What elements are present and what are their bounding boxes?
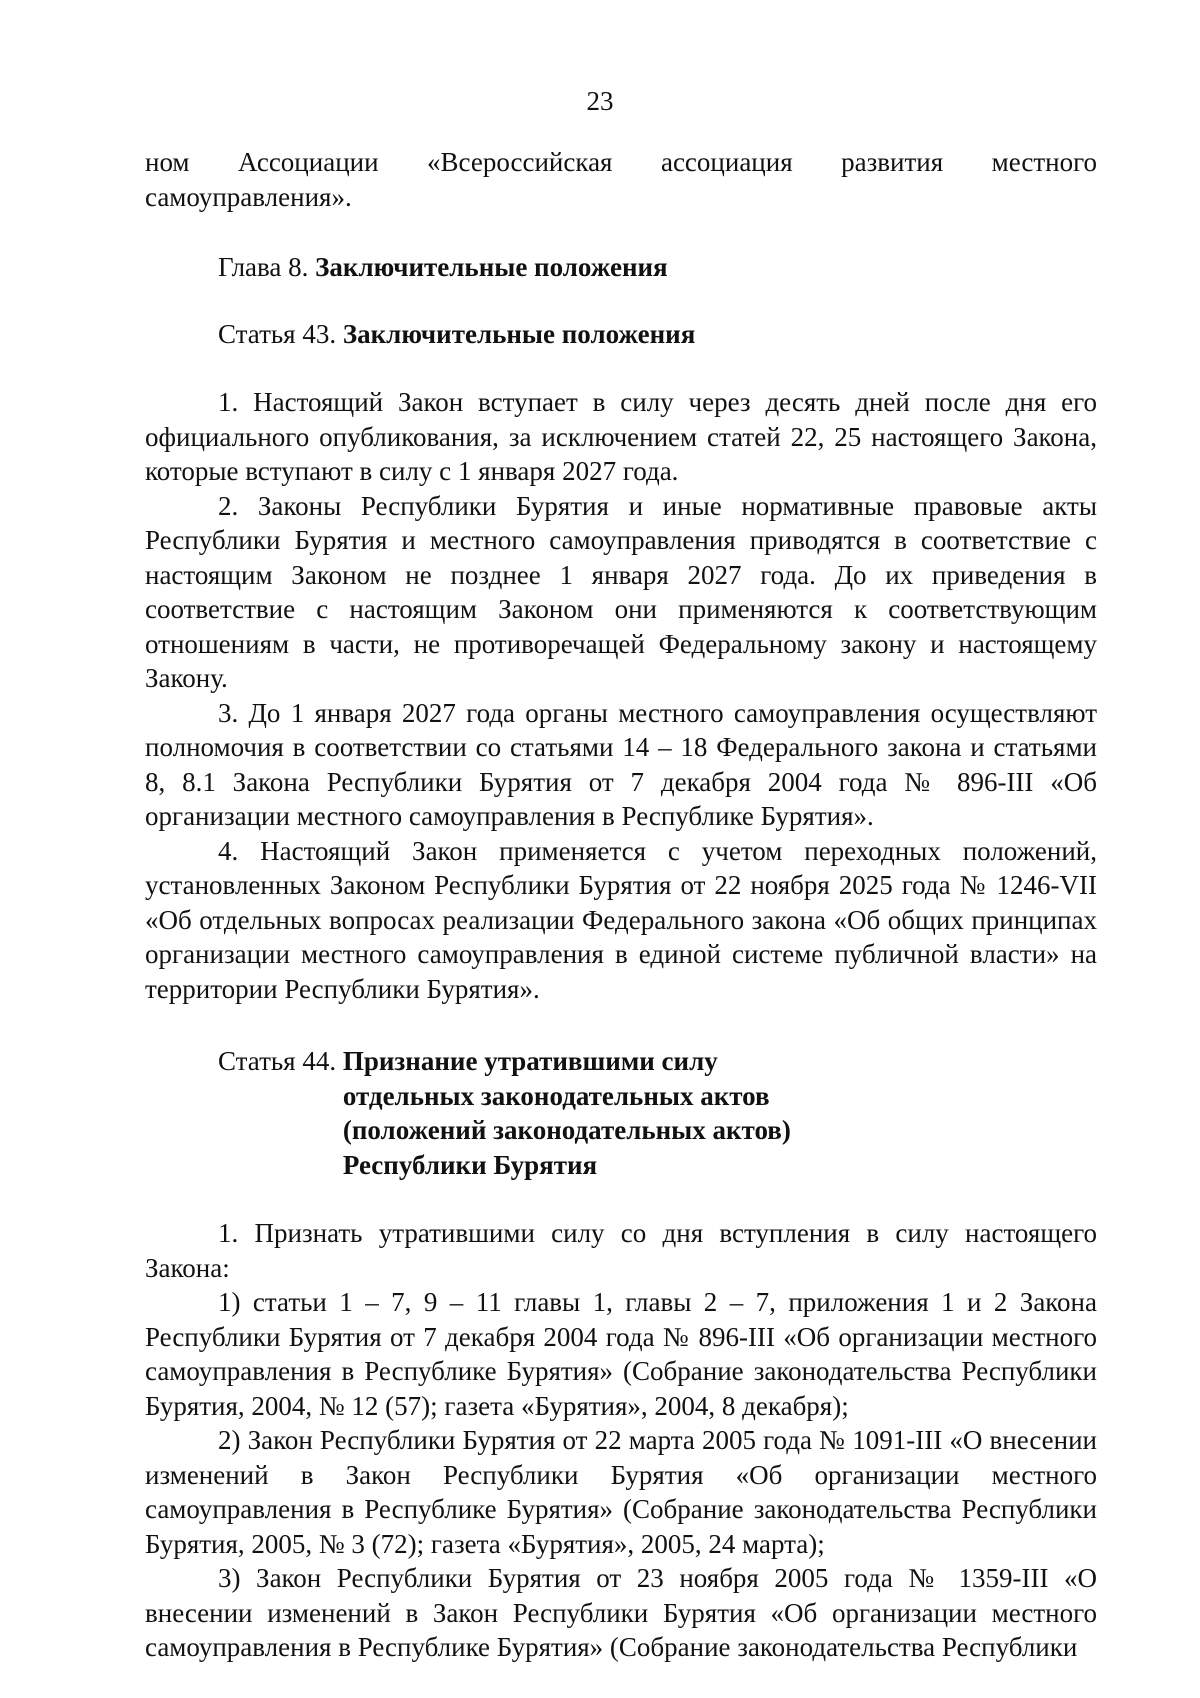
chapter-label: Глава 8.: [218, 252, 316, 282]
article-44-title-line-3: (положений законодательных актов): [342, 1115, 791, 1145]
article-43-heading: [218, 317, 1097, 352]
article-44-paragraph-1: 1. Признать утратившими силу со дня вступления в силу настоящего Закона:: [145, 1218, 1097, 1283]
page-number: 23: [586, 86, 614, 116]
page-content: [145, 145, 1097, 1665]
article-44-title-line-1: Признание утратившими силу: [342, 1046, 718, 1076]
article-44-item-2: 2) Закон Республики Бурятия от 22 марта 2005 года № 1091-III «О внесении изменений в Закон Республики Бурятия «Об организации местного самоуправления в Республике Бурятия» (Собрание законодательства Республики Бурятия, 2005, № 3 (72); газета «Бурятия», 2005, 24 марта);: [145, 1425, 1097, 1559]
article-43-paragraph-4: 4. Настоящий Закон применяется с учетом переходных положений, установленных Законом Республики Бурятия от 22 ноября 2025 года № 1246-VII «Об отдельных вопросах реализации Федерального закона «Об общих принципах организации местного самоуправления в единой системе публичной власти» на территории Республики Бурятия».: [145, 835, 1097, 1004]
article-44-item-3: 3) Закон Республики Бурятия от 23 ноября 2005 года № 1359-III «О внесении изменений в Закон Республики Бурятия «Об организации местного самоуправления в Республике Бурятия» (Собрание законодательства Республики: [145, 1563, 1097, 1662]
article-43-title: Заключительные положения: [342, 318, 696, 349]
article-43-label: Статья 43.: [218, 318, 343, 349]
chapter-title: Заключительные положения: [315, 252, 668, 282]
article-44-heading: [218, 1044, 1097, 1182]
article-43-paragraph-1: 1. Настоящий Закон вступает в силу через десять дней после дня его официального опубликования, за исключением статей 22, 25 настоящего Закона, которые вступают в силу с 1 января 2027 года.: [145, 387, 1097, 486]
article-44-title-line-2: отдельных законодательных актов: [342, 1080, 770, 1111]
article-43-paragraph-2: 2. Законы Республики Бурятия и иные нормативные правовые акты Республики Бурятия и местного самоуправления приводятся в соответствие с настоящим Законом не позднее 1 января 2027 года. До их приведения в соответствие с настоящим Законом они применяются к соответствующим отношениям в части, не противоречащей Федеральному закону и настоящему Закону.: [145, 490, 1097, 693]
intro-continuation: ном Ассоциации «Всероссийская ассоциация развития местного самоуправления».: [145, 147, 1097, 212]
article-44-title-line-4: Республики Бурятия: [342, 1149, 598, 1180]
article-44-label: Статья 44.: [218, 1046, 343, 1076]
article-44-title: [343, 1044, 791, 1182]
article-43-paragraph-3: 3. До 1 января 2027 года органы местного самоуправления осуществляют полномочия в соответствии со статьями 14 – 18 Федерального закона и статьями 8, 8.1 Закона Республики Бурятия от 7 декабря 2004 года № 896-III «Об организации местного самоуправления в Республике Бурятия».: [145, 697, 1097, 831]
article-44-item-1: 1) статьи 1 – 7, 9 – 11 главы 1, главы 2 – 7, приложения 1 и 2 Закона Республики Бурятия от 7 декабря 2004 года № 896-III «Об организации местного самоуправления в Республике Бурятия» (Собрание законодательства Республики Бурятия, 2004, № 12 (57); газета «Бурятия», 2004, 8 декабря);: [145, 1287, 1097, 1421]
chapter-heading: [218, 250, 1097, 285]
